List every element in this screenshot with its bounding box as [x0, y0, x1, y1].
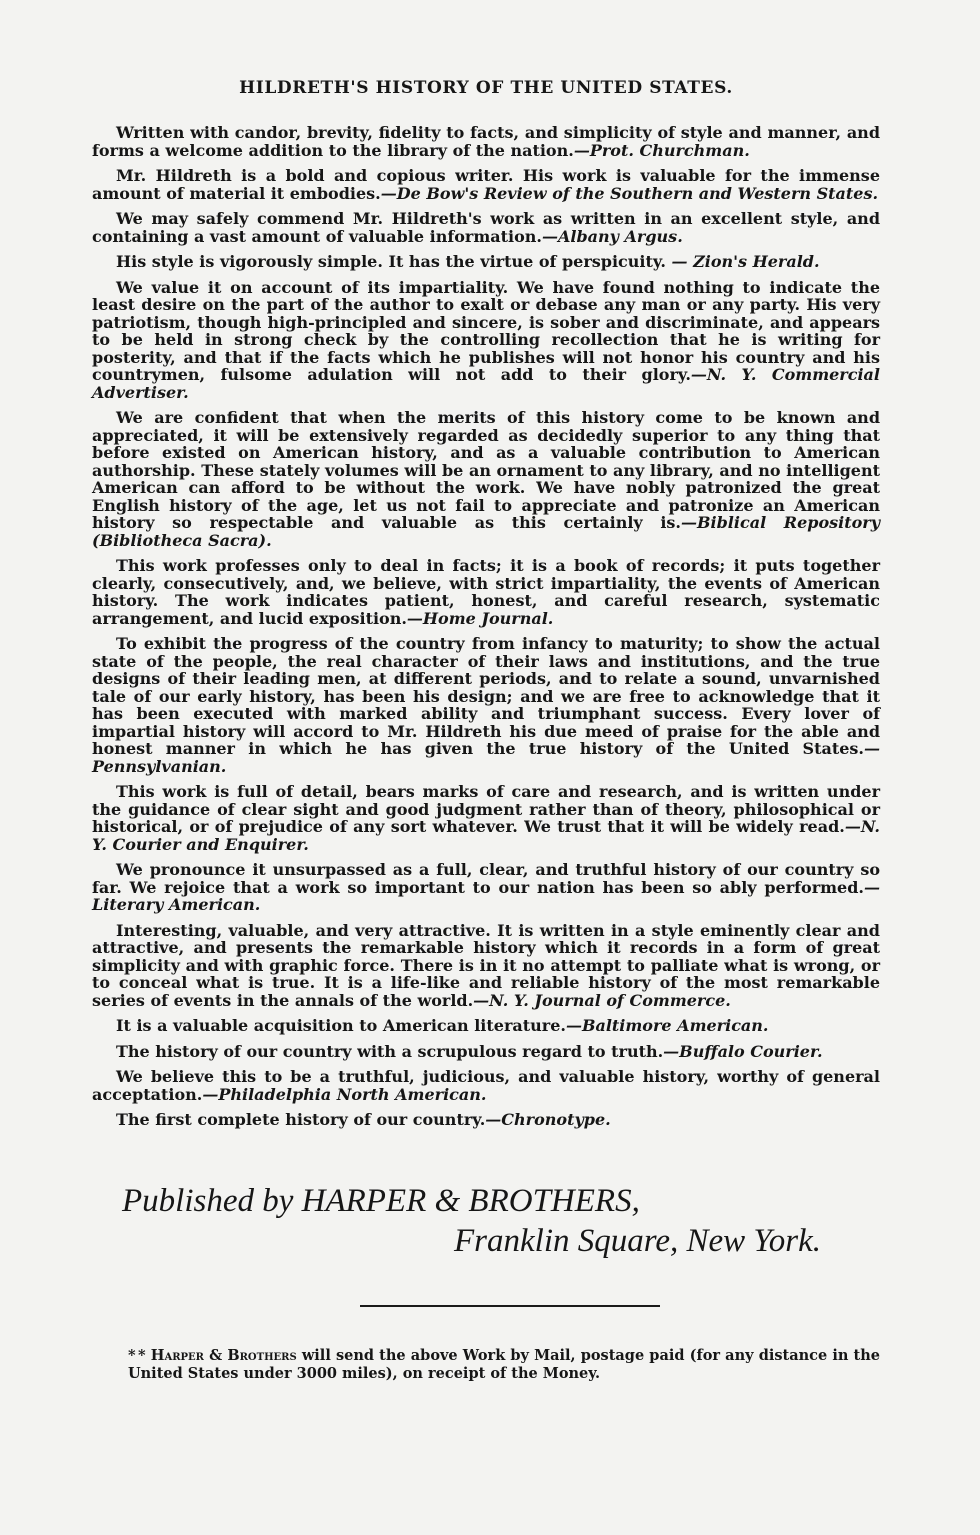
review: [92, 279, 880, 402]
review-text: This work professes only to deal in facts; it is a book of records; it puts together clearly, consecutively, and, we believe, with strict impartiality, the events of American history. The work indicates patient, honest, and careful research, systematic arrangement, and lucid exposition.: [92, 556, 880, 628]
publisher-address: Franklin Square, New York.: [454, 1222, 821, 1259]
review: [92, 783, 880, 853]
review: [92, 210, 880, 245]
mail-notice: [128, 1347, 880, 1383]
review-source: —De Bow's Review of the Southern and Western States.: [380, 183, 879, 203]
review: [92, 635, 880, 775]
reviews-list: [92, 124, 880, 1129]
review: [92, 1111, 880, 1129]
notice-text: will send the above Work by Mail, postage paid (for any distance in the United States under 3000 miles), on receipt of the Money.: [128, 1346, 880, 1382]
review-source: —Pennsylvanian.: [92, 739, 880, 776]
review-source: —Prot. Churchman.: [573, 140, 750, 160]
review: [92, 1068, 880, 1103]
notice-firm: Harper & Brothers: [150, 1346, 297, 1364]
review: [92, 861, 880, 914]
review-source: —Buffalo Courier.: [663, 1041, 823, 1061]
review-source: —Literary American.: [92, 877, 880, 914]
review: [92, 253, 880, 271]
review-source: — Zion's Herald.: [665, 252, 820, 271]
review-source: —N. Y. Commercial Advertiser.: [92, 365, 880, 402]
review-source: —Philadelphia North American.: [202, 1084, 487, 1104]
review-source: —Chronotype.: [485, 1110, 611, 1129]
review-text: The history of our country with a scrupulous regard to truth.: [116, 1041, 664, 1061]
review: [92, 167, 880, 202]
review: [92, 409, 880, 549]
review-text: The first complete history of our country.: [116, 1110, 486, 1129]
review-source: —N. Y. Journal of Commerce.: [473, 990, 731, 1010]
publisher-name: Published by HARPER & BROTHERS,: [122, 1182, 640, 1219]
review: [92, 1017, 880, 1035]
review-text: We believe this to be a truthful, judicious, and valuable history, worthy of general acceptation.: [92, 1067, 880, 1104]
review-text: Interesting, valuable, and very attractive. It is written in a style eminently clear and attractive, and presents the remarkable history which it records in a form of great simplicity and with graphic force. There is in it no attempt to palliate what is wrong, or to conceal what is true. It is a life-like and reliable history of the most remarkable series of events in the annals of the world.: [92, 920, 880, 1010]
review: [92, 922, 880, 1010]
review-text: We pronounce it unsurpassed as a full, clear, and truthful history of our country so far. We rejoice that a work so important to our nation has been so ably performed.: [92, 860, 880, 897]
review-source: —Baltimore American.: [565, 1016, 769, 1035]
review-text: We value it on account of its impartiality. We have found nothing to indicate the least desire on the part of the author to exalt or debase any man or any party. His very patriotism, though high-principled and sincere, is sober and discriminate, and appears to be held in strong check by the controlling recollection that he is writing for posterity, and that if the facts which he publishes will not honor his country and his countrymen, fulsome adulation will not add to their glory.: [92, 277, 880, 384]
review-text: Mr. Hildreth is a bold and copious writer. His work is valuable for the immense amount of material it embodies.: [92, 166, 880, 203]
publisher-imprint: [92, 1181, 880, 1261]
review: [92, 1043, 880, 1061]
review-text: Written with candor, brevity, fidelity to facts, and simplicity of style and manner, and forms a welcome addition to the library of the nation.: [92, 123, 880, 160]
review-text: This work is full of detail, bears marks of care and research, and is written under the guidance of clear sight and good judgment rather than of theory, philosophical or historical, or of prejudice of any sort whatever. We trust that it will be widely read.: [92, 782, 880, 836]
review: [92, 557, 880, 627]
review-source: —N. Y. Courier and Enquirer.: [92, 817, 880, 854]
review-text: To exhibit the progress of the country from infancy to maturity; to show the actual state of the people, the real character of their laws and institutions, and the true designs of their leading men, at different periods, and to relate a sound, unvarnished tale of our early history, has been his design; and we are free to acknowledge that it has been executed with marked ability and triumphant success. Every lover of impartial history will accord to Mr. Hildreth his due meed of praise for the able and honest manner in which he has given the true history of the United States.: [92, 634, 880, 758]
review-text: We are confident that when the merits of this history come to be known and appreciated, it will be extensively regarded as decidedly superior to any thing that before existed on American history, and as a valuable contribution to American authorship. These stately volumes will be an ornament to any library, and no intelligent American can afford to be without the work. We have nobly patronized the great English history of the age, let us not fail to appreciate and patronize an American history so respectable and valuable as this certainly is.: [92, 408, 880, 532]
review-source: —Biblical Repository (Bibliotheca Sacra).: [92, 513, 881, 550]
review-source: —Albany Argus.: [541, 226, 683, 246]
review-text: It is a valuable acquisition to American literature.: [116, 1016, 566, 1035]
page-title: HILDRETH'S HISTORY OF THE UNITED STATES.: [239, 78, 733, 98]
review-text: We may safely commend Mr. Hildreth's work as written in an excellent style, and containing a vast amount of valuable information.: [92, 209, 880, 246]
review-source: —Home Journal.: [406, 608, 554, 628]
asterism-mark: * *: [128, 1346, 146, 1364]
review-text: His style is vigorously simple. It has the virtue of perspicuity.: [116, 252, 666, 271]
review: [92, 124, 880, 159]
divider: [360, 1305, 660, 1307]
